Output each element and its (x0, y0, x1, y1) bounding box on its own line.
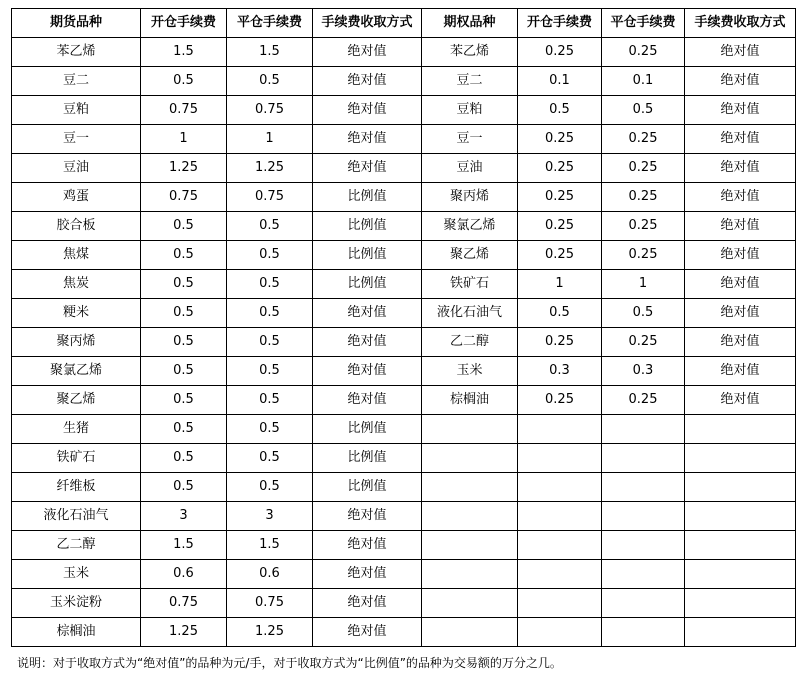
futures-close-fee-cell: 1.25 (227, 154, 313, 183)
futures-fee-method-cell: 比例值 (313, 270, 422, 299)
futures-open-fee-cell: 0.75 (141, 183, 227, 212)
options-variety-cell (422, 473, 518, 502)
options-close-fee-cell: 0.25 (602, 212, 685, 241)
options-variety-cell (422, 560, 518, 589)
options-variety-cell: 乙二醇 (422, 328, 518, 357)
options-open-fee-cell: 0.25 (518, 386, 602, 415)
options-close-fee-cell: 0.3 (602, 357, 685, 386)
table-row (12, 444, 796, 473)
options-open-fee-cell (518, 560, 602, 589)
options-close-fee-cell: 0.25 (602, 241, 685, 270)
futures-close-fee-cell: 0.5 (227, 444, 313, 473)
futures-fee-method-cell: 绝对值 (313, 125, 422, 154)
options-close-fee-cell: 0.25 (602, 183, 685, 212)
futures-fee-method-cell: 绝对值 (313, 328, 422, 357)
options-open-fee-cell (518, 589, 602, 618)
options-open-fee-cell: 0.5 (518, 299, 602, 328)
futures-fee-method-cell: 比例值 (313, 444, 422, 473)
options-close-fee-cell (602, 415, 685, 444)
options-fee-method-cell: 绝对值 (685, 154, 796, 183)
futures-open-fee-cell: 0.5 (141, 444, 227, 473)
options-open-fee-cell (518, 415, 602, 444)
options-variety-cell: 豆油 (422, 154, 518, 183)
futures-fee-method-cell: 绝对值 (313, 589, 422, 618)
futures-variety-cell: 焦煤 (12, 241, 141, 270)
options-open-fee-cell: 1 (518, 270, 602, 299)
futures-fee-method-cell: 比例值 (313, 212, 422, 241)
table-row (12, 270, 796, 299)
futures-close-fee-cell: 0.5 (227, 357, 313, 386)
futures-variety-cell: 生猪 (12, 415, 141, 444)
options-close-fee-cell: 0.25 (602, 154, 685, 183)
options-variety-cell (422, 415, 518, 444)
header-futures-close-fee: 平仓手续费 (227, 9, 313, 38)
table-row (12, 386, 796, 415)
futures-close-fee-cell: 0.75 (227, 96, 313, 125)
futures-close-fee-cell: 0.5 (227, 386, 313, 415)
table-row (12, 531, 796, 560)
futures-close-fee-cell: 0.75 (227, 183, 313, 212)
options-fee-method-cell: 绝对值 (685, 270, 796, 299)
table-row (12, 502, 796, 531)
header-row (12, 9, 796, 38)
futures-fee-method-cell: 绝对值 (313, 618, 422, 647)
futures-fee-method-cell: 比例值 (313, 183, 422, 212)
table-row (12, 415, 796, 444)
options-variety-cell: 苯乙烯 (422, 38, 518, 67)
options-close-fee-cell: 0.25 (602, 328, 685, 357)
header-options-close-fee: 平仓手续费 (602, 9, 685, 38)
options-close-fee-cell: 0.25 (602, 386, 685, 415)
table-row (12, 357, 796, 386)
futures-close-fee-cell: 3 (227, 502, 313, 531)
options-fee-method-cell (685, 502, 796, 531)
options-fee-method-cell (685, 589, 796, 618)
futures-close-fee-cell: 0.5 (227, 299, 313, 328)
options-open-fee-cell: 0.25 (518, 241, 602, 270)
futures-variety-cell: 铁矿石 (12, 444, 141, 473)
futures-fee-method-cell: 绝对值 (313, 154, 422, 183)
footnote: 说明：对于收取方式为“绝对值”的品种为元/手，对于收取方式为“比例值”的品种为交易额的万分之几。 (17, 656, 562, 670)
table-row (12, 96, 796, 125)
futures-open-fee-cell: 1.25 (141, 154, 227, 183)
table-row (12, 328, 796, 357)
futures-fee-method-cell: 绝对值 (313, 357, 422, 386)
futures-variety-cell: 乙二醇 (12, 531, 141, 560)
futures-open-fee-cell: 0.75 (141, 96, 227, 125)
futures-fee-method-cell: 绝对值 (313, 299, 422, 328)
table-row (12, 212, 796, 241)
futures-fee-method-cell: 绝对值 (313, 38, 422, 67)
futures-close-fee-cell: 0.5 (227, 67, 313, 96)
options-variety-cell (422, 531, 518, 560)
header-futures-fee-method: 手续费收取方式 (313, 9, 422, 38)
futures-open-fee-cell: 0.5 (141, 212, 227, 241)
options-open-fee-cell (518, 618, 602, 647)
options-variety-cell (422, 502, 518, 531)
table-row (12, 473, 796, 502)
table-row (12, 241, 796, 270)
options-variety-cell (422, 444, 518, 473)
futures-close-fee-cell: 0.75 (227, 589, 313, 618)
options-variety-cell: 液化石油气 (422, 299, 518, 328)
options-variety-cell: 豆粕 (422, 96, 518, 125)
options-variety-cell (422, 618, 518, 647)
options-fee-method-cell: 绝对值 (685, 125, 796, 154)
table-row (12, 299, 796, 328)
futures-open-fee-cell: 0.5 (141, 299, 227, 328)
header-options-open-fee: 开仓手续费 (518, 9, 602, 38)
options-close-fee-cell (602, 444, 685, 473)
futures-variety-cell: 胶合板 (12, 212, 141, 241)
fee-table-container (11, 8, 796, 647)
futures-fee-method-cell: 绝对值 (313, 502, 422, 531)
futures-variety-cell: 豆一 (12, 125, 141, 154)
options-open-fee-cell: 0.25 (518, 212, 602, 241)
options-open-fee-cell: 0.25 (518, 125, 602, 154)
futures-close-fee-cell: 0.5 (227, 212, 313, 241)
table-row (12, 38, 796, 67)
options-variety-cell: 豆二 (422, 67, 518, 96)
options-open-fee-cell (518, 502, 602, 531)
futures-open-fee-cell: 0.5 (141, 357, 227, 386)
options-fee-method-cell: 绝对值 (685, 241, 796, 270)
futures-close-fee-cell: 1.5 (227, 38, 313, 67)
futures-open-fee-cell: 0.5 (141, 415, 227, 444)
options-fee-method-cell (685, 618, 796, 647)
options-fee-method-cell (685, 444, 796, 473)
options-variety-cell: 聚氯乙烯 (422, 212, 518, 241)
futures-close-fee-cell: 0.5 (227, 270, 313, 299)
options-fee-method-cell (685, 415, 796, 444)
options-close-fee-cell: 0.5 (602, 96, 685, 125)
options-open-fee-cell: 0.5 (518, 96, 602, 125)
futures-open-fee-cell: 0.5 (141, 67, 227, 96)
fee-table (11, 8, 796, 647)
options-open-fee-cell: 0.25 (518, 328, 602, 357)
futures-close-fee-cell: 0.5 (227, 328, 313, 357)
futures-close-fee-cell: 0.6 (227, 560, 313, 589)
futures-fee-method-cell: 比例值 (313, 473, 422, 502)
options-fee-method-cell: 绝对值 (685, 328, 796, 357)
options-variety-cell: 豆一 (422, 125, 518, 154)
options-close-fee-cell (602, 473, 685, 502)
options-open-fee-cell: 0.25 (518, 183, 602, 212)
futures-variety-cell: 棕榈油 (12, 618, 141, 647)
futures-variety-cell: 聚氯乙烯 (12, 357, 141, 386)
options-fee-method-cell (685, 473, 796, 502)
options-variety-cell: 聚乙烯 (422, 241, 518, 270)
futures-variety-cell: 焦炭 (12, 270, 141, 299)
options-fee-method-cell: 绝对值 (685, 212, 796, 241)
futures-fee-method-cell: 绝对值 (313, 560, 422, 589)
futures-close-fee-cell: 0.5 (227, 473, 313, 502)
options-close-fee-cell: 1 (602, 270, 685, 299)
options-open-fee-cell (518, 444, 602, 473)
futures-open-fee-cell: 0.5 (141, 241, 227, 270)
futures-open-fee-cell: 0.5 (141, 473, 227, 502)
table-row (12, 560, 796, 589)
options-fee-method-cell: 绝对值 (685, 357, 796, 386)
futures-open-fee-cell: 0.75 (141, 589, 227, 618)
options-open-fee-cell: 0.25 (518, 154, 602, 183)
header-options-variety: 期权品种 (422, 9, 518, 38)
options-variety-cell: 棕榈油 (422, 386, 518, 415)
futures-open-fee-cell: 0.5 (141, 328, 227, 357)
futures-variety-cell: 苯乙烯 (12, 38, 141, 67)
options-close-fee-cell (602, 531, 685, 560)
header-options-fee-method: 手续费收取方式 (685, 9, 796, 38)
futures-open-fee-cell: 3 (141, 502, 227, 531)
options-fee-method-cell: 绝对值 (685, 38, 796, 67)
table-row (12, 125, 796, 154)
futures-variety-cell: 玉米淀粉 (12, 589, 141, 618)
header-futures-variety: 期货品种 (12, 9, 141, 38)
futures-variety-cell: 豆油 (12, 154, 141, 183)
futures-open-fee-cell: 1.5 (141, 531, 227, 560)
futures-variety-cell: 聚丙烯 (12, 328, 141, 357)
table-row (12, 618, 796, 647)
futures-close-fee-cell: 0.5 (227, 415, 313, 444)
futures-fee-method-cell: 比例值 (313, 415, 422, 444)
futures-close-fee-cell: 1 (227, 125, 313, 154)
table-row (12, 154, 796, 183)
futures-open-fee-cell: 1.25 (141, 618, 227, 647)
futures-fee-method-cell: 绝对值 (313, 96, 422, 125)
futures-open-fee-cell: 0.6 (141, 560, 227, 589)
options-close-fee-cell: 0.25 (602, 38, 685, 67)
options-open-fee-cell (518, 473, 602, 502)
options-close-fee-cell: 0.25 (602, 125, 685, 154)
futures-close-fee-cell: 1.25 (227, 618, 313, 647)
table-row (12, 183, 796, 212)
futures-close-fee-cell: 1.5 (227, 531, 313, 560)
options-fee-method-cell: 绝对值 (685, 67, 796, 96)
futures-variety-cell: 豆粕 (12, 96, 141, 125)
options-close-fee-cell (602, 589, 685, 618)
futures-open-fee-cell: 0.5 (141, 386, 227, 415)
options-close-fee-cell: 0.5 (602, 299, 685, 328)
options-variety-cell: 铁矿石 (422, 270, 518, 299)
options-close-fee-cell (602, 560, 685, 589)
options-variety-cell: 玉米 (422, 357, 518, 386)
options-fee-method-cell: 绝对值 (685, 96, 796, 125)
options-fee-method-cell: 绝对值 (685, 183, 796, 212)
fee-table-body (12, 38, 796, 647)
futures-open-fee-cell: 1 (141, 125, 227, 154)
futures-open-fee-cell: 1.5 (141, 38, 227, 67)
futures-fee-method-cell: 绝对值 (313, 67, 422, 96)
futures-fee-method-cell: 绝对值 (313, 386, 422, 415)
futures-variety-cell: 玉米 (12, 560, 141, 589)
futures-variety-cell: 豆二 (12, 67, 141, 96)
options-variety-cell: 聚丙烯 (422, 183, 518, 212)
options-open-fee-cell: 0.1 (518, 67, 602, 96)
header-futures-open-fee: 开仓手续费 (141, 9, 227, 38)
futures-variety-cell: 粳米 (12, 299, 141, 328)
futures-variety-cell: 鸡蛋 (12, 183, 141, 212)
futures-close-fee-cell: 0.5 (227, 241, 313, 270)
futures-variety-cell: 纤维板 (12, 473, 141, 502)
futures-fee-method-cell: 比例值 (313, 241, 422, 270)
options-fee-method-cell: 绝对值 (685, 386, 796, 415)
options-close-fee-cell: 0.1 (602, 67, 685, 96)
options-fee-method-cell (685, 531, 796, 560)
futures-fee-method-cell: 绝对值 (313, 531, 422, 560)
futures-variety-cell: 聚乙烯 (12, 386, 141, 415)
futures-variety-cell: 液化石油气 (12, 502, 141, 531)
options-fee-method-cell: 绝对值 (685, 299, 796, 328)
options-fee-method-cell (685, 560, 796, 589)
options-open-fee-cell (518, 531, 602, 560)
options-open-fee-cell: 0.3 (518, 357, 602, 386)
table-row (12, 67, 796, 96)
options-variety-cell (422, 589, 518, 618)
table-row (12, 589, 796, 618)
futures-open-fee-cell: 0.5 (141, 270, 227, 299)
options-open-fee-cell: 0.25 (518, 38, 602, 67)
options-close-fee-cell (602, 502, 685, 531)
options-close-fee-cell (602, 618, 685, 647)
